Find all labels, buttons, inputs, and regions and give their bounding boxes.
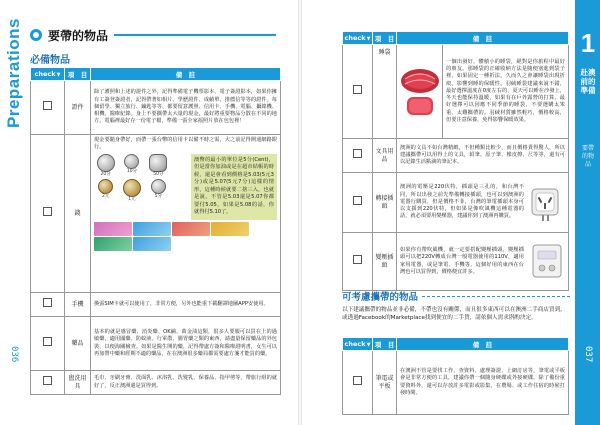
- consider-paragraph: 以下建議攜帶的物品並非必備，不帶也沒有關係，而且很多東西可以在澳洲二手商店買到，或透過Facebook的Marketplace找到便宜的二手貨，請依個人需求斟酌決定。: [342, 307, 566, 321]
- page-number-right: [582, 346, 594, 362]
- item-column-header: 項 目: [65, 68, 91, 81]
- coin-icon: [149, 154, 167, 172]
- coin: 5分: [147, 179, 170, 203]
- table-header-row: [31, 68, 281, 81]
- checkbox[interactable]: [43, 207, 52, 216]
- item-column-header: 項 目: [373, 32, 397, 45]
- chapter-subtitle: 要帶的物品: [581, 145, 594, 168]
- item-name: 文具用品: [373, 139, 397, 173]
- table-row: [343, 45, 569, 139]
- banknote-image: [133, 222, 171, 236]
- coin-icon: [151, 179, 166, 194]
- consider-title: 可考慮攜帶的物品: [342, 292, 419, 303]
- item-name: 筆電或平板: [373, 351, 397, 415]
- item-name: 錢: [65, 135, 91, 293]
- checkbox[interactable]: [353, 85, 362, 94]
- coin: 1元: [120, 179, 143, 203]
- table-row: [343, 233, 569, 291]
- rounding-note: 澳幣的最小的單位是5分(Cent)，但是當你加油或是在超市結帳的時候，還是會看到價格是5.03(5元3分)或是5.07(5元7分)這樣的情形，這種時候就要二捨三入，也就是說，不管是5.03還是5.07你都要付5.05，如果是5.08的話，你就得付5.10了。: [191, 154, 277, 220]
- table-header-row: [343, 32, 569, 45]
- table-row: [343, 173, 569, 233]
- desc-column-header: 備 註: [397, 32, 569, 45]
- banknote-illustration: [94, 220, 254, 251]
- chapter-title: 赴澳前的準備: [580, 68, 596, 95]
- item-name: 盥洗用具: [65, 371, 91, 395]
- check-column-header: check▼: [31, 68, 65, 81]
- essentials-table-continued: [342, 31, 569, 291]
- item-description: 除了護照和上述的證件之外，記得準備電子機票影本、電子簽證影本，如果你擁有工簽登簽證者，記得帶著如相片、學歷證件、成績單、推薦信等等的證件。每個留學、獨立旅行、鑰匙等等、都要留意護照、信用卡、手機、電腦、攝錄機、相機、醫療紀錄。身上不要攜帶太大量的現金，最好將重要物品分散在不同的地方，電腦裡最好存一份電子檔，準備一張全家福照片放在包包裡！: [91, 81, 281, 135]
- checkbox[interactable]: [353, 376, 362, 385]
- optional-items-table: [342, 337, 569, 415]
- side-title: Preparations: [4, 18, 23, 128]
- coin-illustration: [94, 154, 170, 203]
- converter-text: 如果你有帶吹風機，就一定要搭配變壓插頭，變壓插頭可以把220V轉成台灣一般電器使用的110V，適用家用電器，或是筆電、手機等。這個好用的東西在台灣也可以買得到，價格便宜許多。: [400, 246, 524, 275]
- table-row: [31, 317, 281, 371]
- item-description: 換張SIM卡就可以使用了，非常方便，另外也能重下載翻譯地圖APP安使用。: [91, 293, 281, 317]
- item-name: 變壓插頭: [373, 233, 397, 291]
- item-name: 證件: [65, 81, 91, 135]
- left-side-strip: [0, 0, 28, 425]
- table-row: [343, 351, 569, 415]
- section-title: 要帶的物品: [48, 28, 109, 43]
- banknote-image: [211, 222, 249, 236]
- item-description: 毛巾、牙刷牙膏、洗面乳、沐浴乳、洗髮乳、保養品、指甲剪等，帶旅行組的就好了，反正澳洲還是買得到。: [91, 371, 281, 395]
- section-header: [30, 26, 276, 44]
- table-header-row: [343, 338, 569, 351]
- chapter-number: 1: [580, 28, 596, 58]
- section-divider: [114, 34, 276, 36]
- table-row: [31, 293, 281, 317]
- checkbox[interactable]: [353, 255, 362, 264]
- table-row: [31, 81, 281, 135]
- page-number-left: [6, 346, 22, 362]
- coin: 50分: [147, 154, 170, 178]
- table-row: [31, 371, 281, 395]
- item-description: 基本的就是感冒藥、消炎藥、OK繃、萬金油這類，很多人要服可以買在上的過敏藥，適用國藥、防蚊液、行軍散、腸胃藥之類的東西，請盡量保留藥品的外包裝，以便海關檢查。如果是醫生開的藥，記得帶處方簽和醫療證明書，女生可以再加帶中藥和經期不適的藥品，在在澳洲很多藥局都需要處方箋才能買的藥。: [91, 317, 281, 371]
- coin: 10分: [120, 154, 143, 178]
- table-row: [31, 135, 281, 293]
- checkbox[interactable]: [43, 376, 52, 385]
- item-name: 轉接插頭: [373, 173, 397, 233]
- item-column-header: 項 目: [373, 338, 397, 351]
- banknote-image: [133, 237, 171, 251]
- subsection-title: 必備物品: [30, 55, 70, 66]
- checkbox[interactable]: [353, 149, 362, 158]
- item-name: 睡袋: [373, 45, 397, 139]
- checkbox[interactable]: [353, 196, 362, 205]
- sleeping-bag-image: [397, 45, 443, 139]
- desc-column-header: 備 註: [397, 338, 569, 351]
- coin: 20分: [94, 154, 117, 178]
- sleeping-bag-icon: [399, 59, 441, 121]
- item-description: [397, 173, 569, 233]
- plug-adapter-icon: [528, 183, 564, 223]
- coin-icon: [123, 179, 141, 197]
- item-description: [91, 135, 281, 293]
- consider-divider: [422, 296, 570, 297]
- checkbox[interactable]: [43, 101, 52, 110]
- page-number-right-text: 037: [583, 346, 593, 363]
- item-description: [397, 233, 569, 291]
- money-intro: 現金要隨身帶好，而帶一張台幣的信用卡以備不時之需，大之前記得開通網路銀行。: [94, 137, 277, 151]
- banknote-image: [172, 222, 210, 236]
- item-description: 在澳洲不管是要找工作、查資料、處理簽證、上網訂房等，筆電或平板會是非常方便的工具，建議你帶一個隨身硬碟或外接硬碟，除了備份重要資料外，還可以存放許多電影或影集，在農場、或工作住宿的時候打發時間。: [397, 351, 569, 415]
- banknote-image: [94, 237, 132, 251]
- essentials-table: [30, 67, 281, 395]
- book-gutter: [298, 0, 302, 425]
- item-name: 手機: [65, 293, 91, 317]
- page-number-left-text: 036: [9, 346, 19, 363]
- adapter-text: 澳洲的電壓是220伏特，插頭是三孔的，和台灣不同，所以出發之前先準備轉接插頭，也可以到澳洲的電器行購買，但是價格不菲，台灣的筆電插頭本身可以支援到220伏特，但如果是像吹風機這種電器的話，就必須要用變壓器，建議你到了澳洲再購買。: [400, 184, 524, 220]
- check-column-header: check▼: [343, 32, 373, 45]
- item-name: 藥品: [65, 317, 91, 371]
- section-bullet-icon: [30, 29, 42, 41]
- check-column-header: check▼: [343, 338, 373, 351]
- coin: 2元: [94, 179, 117, 203]
- consider-section-header: [342, 289, 570, 303]
- desc-column-header: 備 註: [91, 68, 281, 81]
- checkbox[interactable]: [43, 337, 52, 346]
- coin-icon: [98, 179, 113, 194]
- voltage-converter-icon: [530, 241, 564, 281]
- table-row: [343, 139, 569, 173]
- item-description: 澳洲的文具不如台灣精緻，不但種類比較少，而且價格貴得驚人，所以建議攜帶可以用得上的文具，鉛筆、原子筆、橡皮擦、尺等等，還有可以記錄生活點滴的筆記本。: [397, 139, 569, 173]
- coin-icon: [97, 154, 115, 172]
- coin-icon: [124, 154, 139, 169]
- item-description: 一個出發好，體積小的睡袋，絕對是你旅程中最好的朋友。那睡袋的正確收納方法是隨便塞進到袋子裡，如果固定一種折法，久而久之會讓睡袋出現折痕，影響到睡的保暖性。羽絨睡袋建議來說不錯，最好選擇溫度在0度左右的，夏天可以睡在沙發上，冬天也能保持溫暖，如果有在戶外露營的打算，最好選擇可以因應不同季節的睡袋，不要選購太笨重、太難攜帶的。羽絨材質雖然輕巧，價格較高，但要注意保養，免得影響保暖效果。: [443, 45, 569, 139]
- banknote-image: [94, 222, 132, 236]
- checkbox[interactable]: [43, 298, 52, 307]
